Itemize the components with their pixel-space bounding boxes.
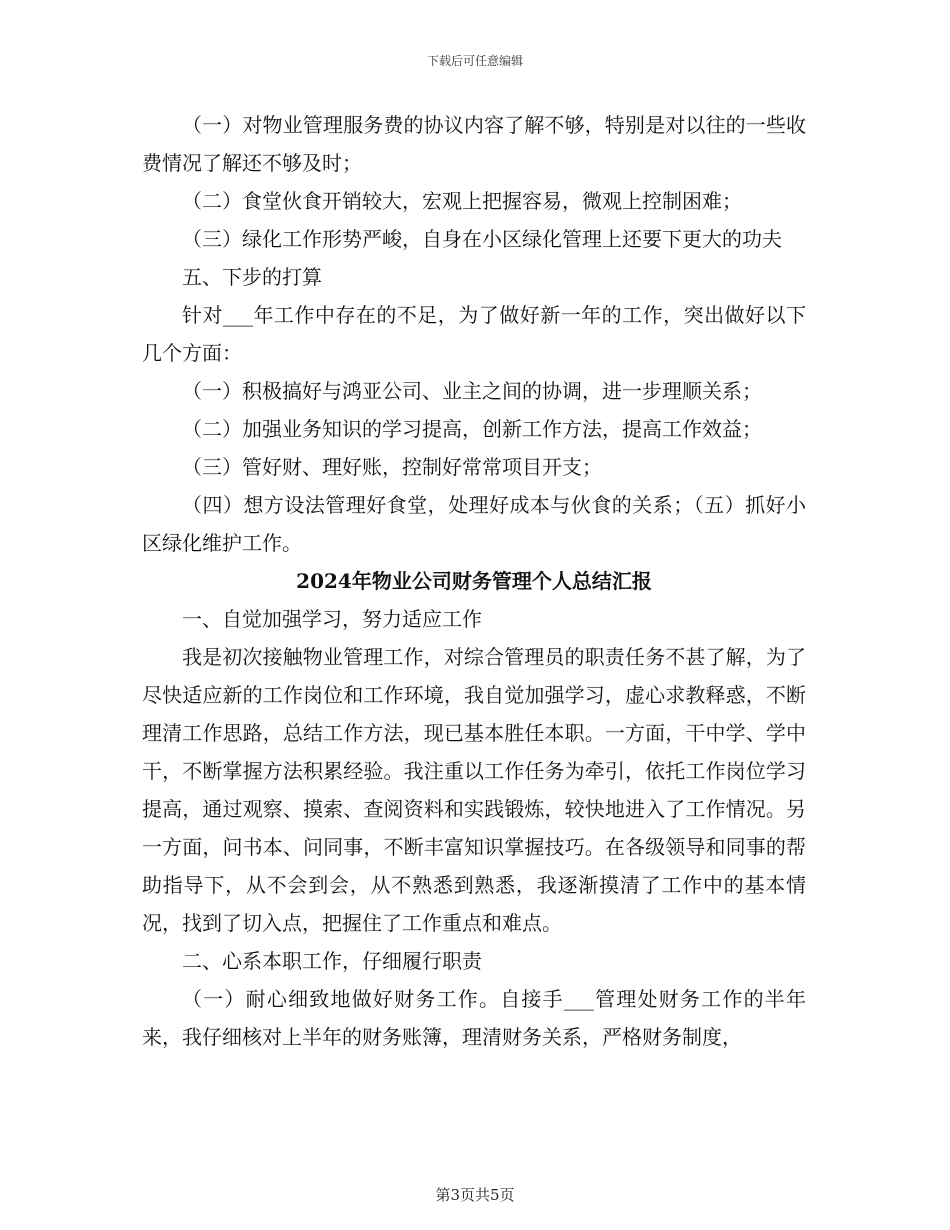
subheading: 一、自觉加强学习，努力适应工作 [182, 607, 482, 631]
paragraph: （三）绿化工作形势严峻，自身在小区绿化管理上还要下更大的功夫 [182, 227, 782, 251]
page-footer: 第3页共5页 [435, 1186, 515, 1204]
paragraph: （一）积极搞好与鸿亚公司、业主之间的协调，进一步理顺关系； [182, 379, 762, 403]
paragraph: （四）想方设法管理好食堂，处理好成本与伙食的关系；（五）抓好小区绿化维护工作。 [142, 493, 806, 555]
subheading: 二、心系本职工作，仔细履行职责 [182, 949, 482, 973]
paragraph: （三）管好财、理好账，控制好常常项目开支； [182, 455, 602, 479]
paragraph: （二）食堂伙食开销较大，宏观上把握容易，微观上控制困难； [182, 189, 742, 213]
paragraph: （一）对物业管理服务费的协议内容了解不够，特别是对以往的一些收费情况了解还不够及时； [142, 113, 806, 175]
paragraph: 针对___年工作中存在的不足，为了做好新一年的工作，突出做好以下几个方面： [142, 303, 806, 365]
section-title: 2024年物业公司财务管理个人总结汇报 [296, 569, 652, 593]
heading-next-plan: 五、下步的打算 [182, 265, 322, 289]
paragraph: （一）耐心细致地做好财务工作。自接手___管理处财务工作的半年来，我仔细核对上半年的财务账簿，理清财务关系，严格财务制度， [142, 987, 806, 1049]
paragraph: （二）加强业务知识的学习提高，创新工作方法，提高工作效益； [182, 417, 762, 441]
document-body [142, 106, 806, 1056]
paragraph: 我是初次接触物业管理工作，对综合管理员的职责任务不甚了解，为了尽快适应新的工作岗位和工作环境，我自觉加强学习，虚心求教释惑，不断理清工作思路，总结工作方法，现已基本胜任本职。一方面，干中学、学中干，不断掌握方法积累经验。我注重以工作任务为牵引，依托工作岗位学习提高，通过观察、摸索、查阅资料和实践锻炼，较快地进入了工作情况。另一方面，问书本、问同事，不断丰富知识掌握技巧。在各级领导和同事的帮助指导下，从不会到会，从不熟悉到熟悉，我逐渐摸清了工作中的基本情况，找到了切入点，把握住了工作重点和难点。 [142, 645, 806, 935]
page-header: 下载后可任意编辑 [426, 54, 523, 68]
